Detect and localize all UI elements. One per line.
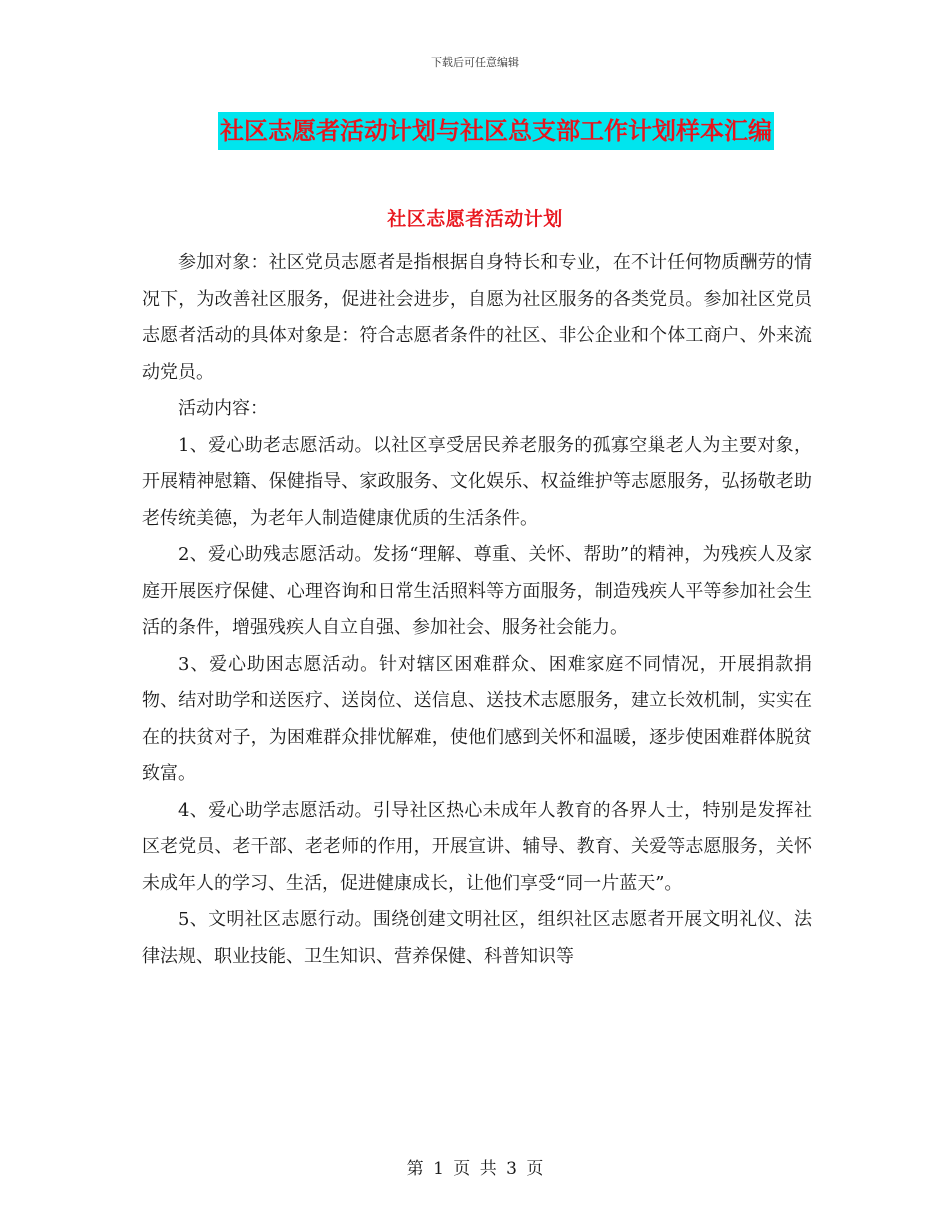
- paragraph-elderly-care: 1、爱心助老志愿活动。以社区享受居民养老服务的孤寡空巢老人为主要对象，开展精神慰籍、保健指导、家政服务、文化娱乐、权益维护等志愿服务，弘扬敬老助老传统美德，为老年人制造健康优质的生活条件。: [142, 434, 812, 529]
- paragraph-poverty-aid: 3、爱心助困志愿活动。针对辖区困难群众、困难家庭不同情况，开展捐款捐物、结对助学和送医疗、送岗位、送信息、送技术志愿服务，建立长效机制，实实在在的扶贫对子，为困难群众排忧解难，使他们感到关怀和温暖，逐步使困难群体脱贫致富。: [142, 653, 812, 784]
- document-title: 社区志愿者活动计划与社区总支部工作计划样本汇编: [218, 112, 774, 150]
- header-note: 下载后可任意编辑: [431, 56, 519, 69]
- paragraph-participants: 参加对象：社区党员志愿者是指根据自身特长和专业，在不计任何物质酬劳的情况下，为改善社区服务，促进社会进步，自愿为社区服务的各类党员。参加社区党员志愿者活动的具体对象是：符合志愿者条件的社区、非公企业和个体工商户、外来流动党员。: [142, 252, 812, 383]
- paragraph-education-aid: 4、爱心助学志愿活动。引导社区热心未成年人教育的各界人士，特别是发挥社区老党员、老干部、老老师的作用，开展宣讲、辅导、教育、关爱等志愿服务，关怀未成年人的学习、生活，促进健康成长，让他们享受“同一片蓝天”。: [142, 799, 812, 894]
- document-title-container: [0, 112, 950, 150]
- paragraph-civilized-community: 5、文明社区志愿行动。围绕创建文明社区，组织社区志愿者开展文明礼仪、法律法规、职业技能、卫生知识、营养保健、科普知识等: [142, 909, 812, 967]
- paragraph-activity-heading: 活动内容：: [178, 398, 268, 419]
- page-number-footer: 第 1 页 共 3 页: [406, 1159, 544, 1179]
- document-body: [142, 245, 812, 975]
- paragraph-disability-aid: 2、爱心助残志愿活动。发扬“理解、尊重、关怀、帮助”的精神，为残疾人及家庭开展医疗保健、心理咨询和日常生活照料等方面服务，制造残疾人平等参加社会生活的条件，增强残疾人自立自强、参加社会、服务社会能力。: [142, 544, 812, 638]
- section-title: 社区志愿者活动计划: [387, 208, 563, 230]
